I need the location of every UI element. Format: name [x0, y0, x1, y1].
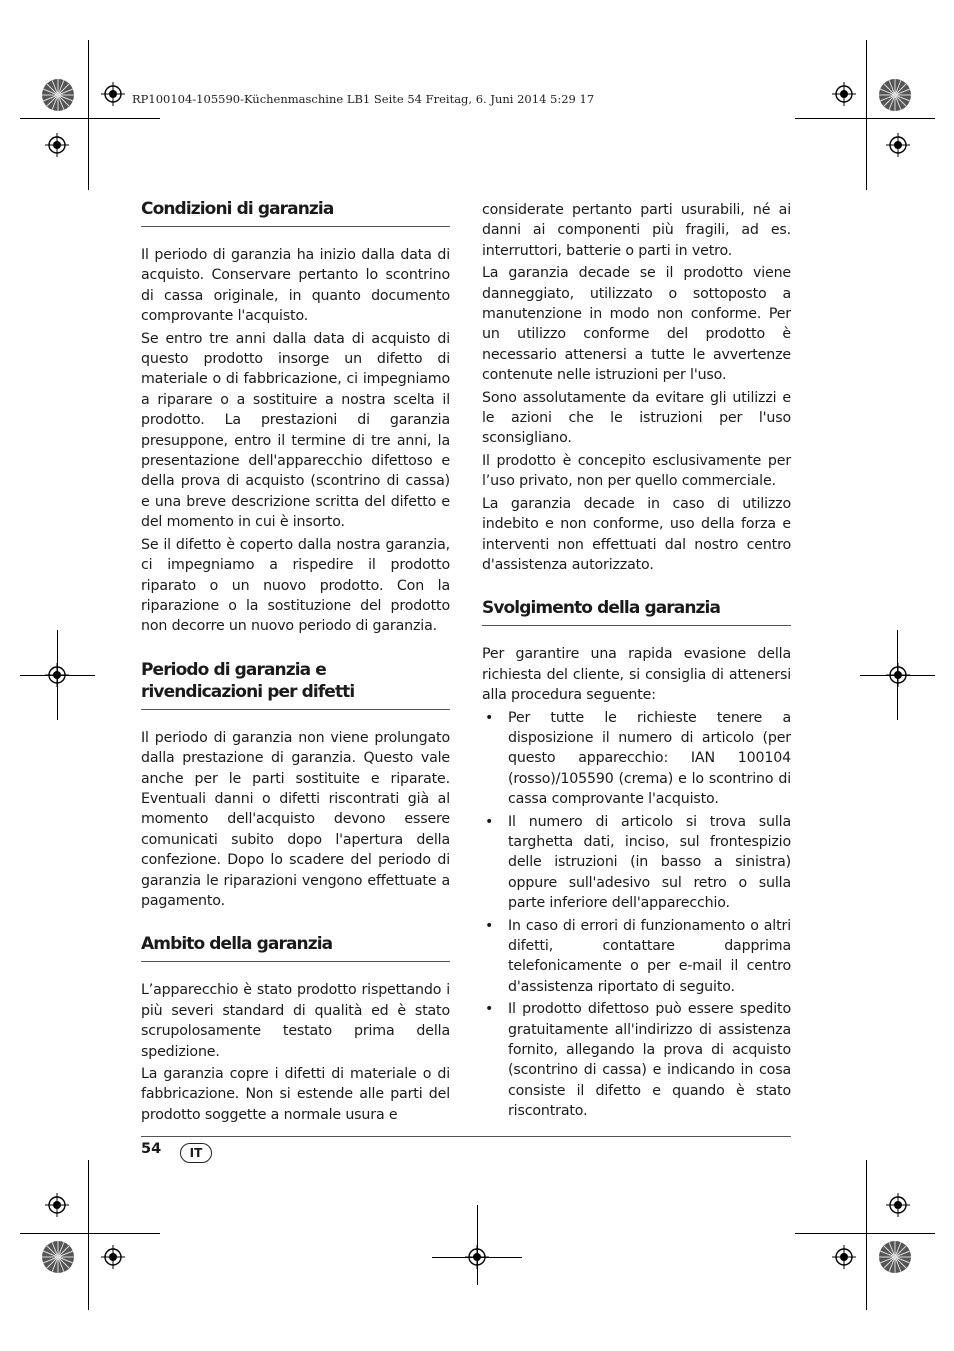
registration-mark-icon: [886, 1193, 910, 1217]
bullet-icon: •: [485, 1001, 494, 1018]
bullet-icon: •: [485, 709, 494, 726]
language-badge: IT: [180, 1143, 212, 1163]
radial-star-icon: [41, 1240, 75, 1274]
list-item: [482, 708, 791, 810]
paragraph: Se il difetto è coperto dalla nostra garanzia, ci impegniamo a rispedire il prodotto riparato o un nuovo prodotto. Con la riparazione o la sostituzione del prodotto non decorre un nuovo periodo di garanzia.: [141, 536, 450, 635]
registration-mark-icon: [45, 663, 69, 687]
registration-mark-icon: [832, 82, 856, 106]
radial-star-icon: [41, 78, 75, 112]
list-item-text: Per tutte le richieste tenere a disposizione il numero di articolo (per questo apparecchio: IAN 100104 (rosso)/105590 (crema) e lo scontrino di cassa comprovante l'acquisto.: [508, 709, 791, 808]
paragraph: Il prodotto è concepito esclusivamente per l’uso privato, non per quello commerciale.: [482, 452, 791, 490]
bullet-icon: •: [485, 813, 494, 830]
section-title-periodo: Periodo di garanzia e rivendicazioni per difetti: [141, 659, 450, 710]
paragraph: La garanzia decade se il prodotto viene danneggiato, utilizzato o sottoposto a manutenzione in modo non conforme. Per un utilizzo conforme del prodotto è necessario attenersi a tutte le avvertenze contenute nelle istruzioni per l'uso.: [482, 265, 791, 384]
paragraph: Il periodo di garanzia non viene prolungato dalla prestazione di garanzia. Questo vale anche per le parti sostituite e riparate. Eventuali danni o difetti riscontrati già al momento dell'acquisto devono essere comunicati subito dopo l'apertura della confezione. Dopo lo scadere del periodo di garanzia le riparazioni vengono effettuate a pagamento.: [141, 729, 450, 909]
paragraph: Sono assolutamente da evitare gli utilizzi e le azioni che le istruzioni per l'uso sconsigliano.: [482, 389, 791, 447]
registration-mark-icon: [886, 663, 910, 687]
footer-divider: [141, 1136, 791, 1137]
list-item-text: Il prodotto difettoso può essere spedito gratuitamente all'indirizzo di assistenza fornito, allegando la prova di acquisto (scontrino di cassa) e indicando in cosa consiste il difetto e quando è stato riscontrato.: [508, 1001, 791, 1120]
list-item: [482, 999, 791, 1121]
section-title-svolgimento: Svolgimento della garanzia: [482, 597, 791, 626]
print-header: RP100104-105590-Küchenmaschine LB1 Seite 54 Freitag, 6. Juni 2014 5:29 17: [132, 92, 595, 106]
paragraph: Il periodo di garanzia ha inizio dalla data di acquisto. Conservare pertanto lo scontrino di cassa originale, in quanto documento comprovante l'acquisto.: [141, 247, 450, 325]
list-item-text: In caso di errori di funzionamento o altri difetti, contattare dapprima telefonicamente o per e-mail il centro d'assistenza riportato di seguito.: [508, 917, 791, 995]
list-item-text: Il numero di articolo si trova sulla targhetta dati, inciso, sul frontespizio delle istruzioni (in basso a sinistra) oppure sull'adesivo sul retro o sulla parte inferiore dell'apparecchio.: [508, 813, 791, 912]
paragraph: L’apparecchio è stato prodotto rispettando i più severi standard di qualità ed è stato scrupolosamente testato prima della spedizione.: [141, 982, 450, 1060]
left-column: [141, 198, 450, 1127]
paragraph: Per garantire una rapida evasione della richiesta del cliente, si consiglia di attenersi alla procedura seguente:: [482, 646, 791, 704]
radial-star-icon: [878, 78, 912, 112]
registration-mark-icon: [886, 133, 910, 157]
page-number: 54: [141, 1141, 162, 1157]
registration-mark-icon: [45, 1193, 69, 1217]
registration-mark-icon: [832, 1245, 856, 1269]
paragraph: La garanzia copre i difetti di materiale o di fabbricazione. Non si estende alle parti del prodotto soggette a normale usura e: [141, 1066, 450, 1123]
paragraph: Se entro tre anni dalla data di acquisto di questo prodotto insorge un difetto di materiale o di fabbricazione, ci impegniamo a riparare o a sostituire a nostra scelta il prodotto. La prestazioni di garanzia presuppone, entro il termine di tre anni, la presentazione dell'apparecchio difettoso e della prova di acquisto (scontrino di cassa) e una breve descrizione scritta del difetto e del momento in cui è insorto.: [141, 330, 450, 531]
radial-star-icon: [878, 1240, 912, 1274]
registration-mark-icon: [101, 1245, 125, 1269]
registration-mark-icon: [465, 1245, 489, 1269]
bullet-icon: •: [485, 917, 494, 934]
procedure-list: [482, 708, 791, 1122]
list-item: [482, 812, 791, 914]
section-title-ambito: Ambito della garanzia: [141, 933, 450, 962]
paragraph: considerate pertanto parti usurabili, né ai danni ai componenti più fragili, ad es. interruttori, batterie o parti in vetro.: [482, 202, 791, 259]
paragraph: La garanzia decade in caso di utilizzo indebito e non conforme, uso della forza e interventi non effettuati dal nostro centro d'assistenza autorizzato.: [482, 495, 791, 573]
registration-mark-icon: [45, 133, 69, 157]
list-item: [482, 916, 791, 998]
registration-mark-icon: [101, 82, 125, 106]
section-title-condizioni: Condizioni di garanzia: [141, 198, 450, 227]
right-column: [482, 200, 791, 1124]
